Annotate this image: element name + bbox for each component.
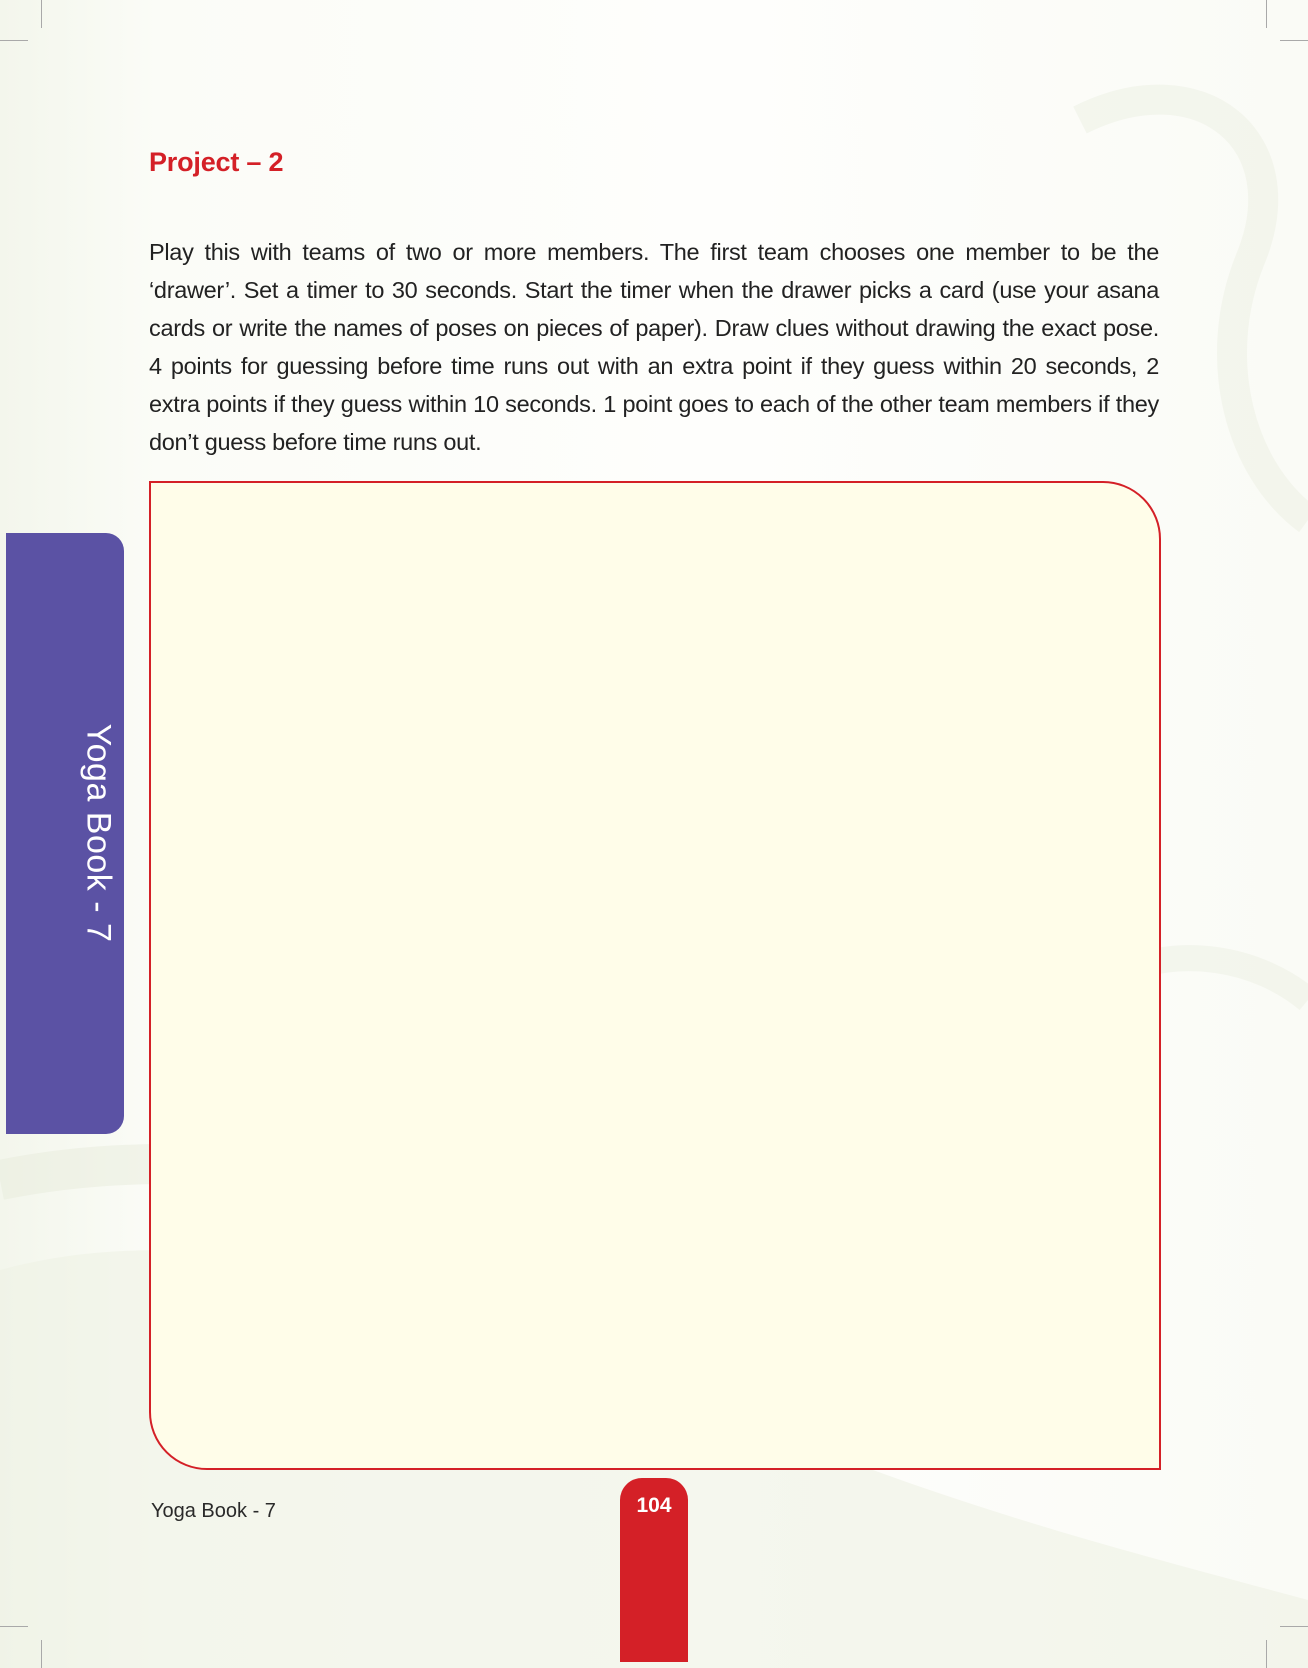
- crop-mark: [1280, 1626, 1308, 1627]
- drawing-area-box[interactable]: [149, 481, 1161, 1470]
- footer-book-title: Yoga Book - 7: [151, 1500, 276, 1522]
- project-instructions: Play this with teams of two or more members. The first team chooses one member to be the ‘drawer’. Set a timer to 30 seconds. Start the timer when the drawer picks a card (use your asana cards or write the names of poses on pieces of paper). Draw clues without drawing the exact pose. 4 points for guessing before time runs out with an extra point if they guess within 20 seconds, 2 extra points if they guess within 10 seconds. 1 point goes to each of the other team members if they don’t guess before time runs out.: [149, 239, 1159, 455]
- crop-mark: [1280, 40, 1308, 41]
- project-title: Project – 2: [149, 147, 284, 177]
- crop-mark: [41, 0, 42, 28]
- crop-mark: [41, 1640, 42, 1668]
- crop-mark: [1266, 1640, 1267, 1668]
- page-number: 104: [636, 1494, 672, 1517]
- crop-mark: [0, 40, 28, 41]
- crop-mark: [1266, 0, 1267, 28]
- side-tab-label: Yoga Book - 7: [79, 723, 118, 943]
- crop-mark: [0, 1626, 28, 1627]
